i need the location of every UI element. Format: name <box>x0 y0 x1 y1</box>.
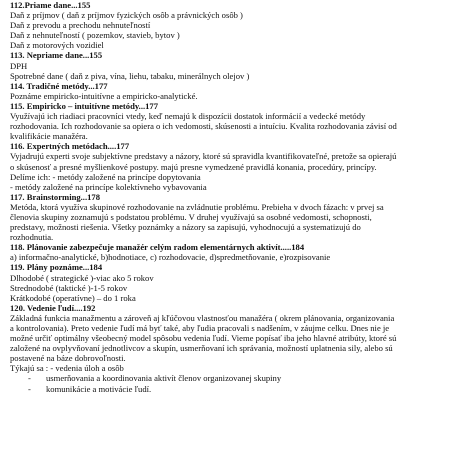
section-115-heading: 115. Empiricko – intuitívne metódy...177 <box>10 100 159 111</box>
section-115-line: Využívajú ich riadiaci pracovníci vtedy, keď nemajú k dispozícii dostatok informácií a vedecké metódy <box>10 111 366 122</box>
section-113-line: Spotrebné dane ( daň z piva, vína, liehu, tabaku, minerálnych olejov ) <box>10 70 250 81</box>
section-116-heading: 116. Expertných metódach....177 <box>10 141 130 152</box>
section-119-line: Dlhodobé ( strategické )-viac ako 5 rokov <box>10 272 154 283</box>
section-114-heading: 114. Tradičné metódy...177 <box>10 80 108 91</box>
section-113-line: DPH <box>10 60 28 71</box>
section-117-line: predstavy, možnosti riešenia. Všetky poznámky a názory sa zapisujú, vyhodnocujú a systematizujú do <box>10 222 361 233</box>
section-112-line: Daň z nehnuteľností ( pozemkov, stavieb, bytov ) <box>10 30 180 41</box>
section-118-heading: 118. Plánovanie zabezpečuje manažér celým radom elementárnych aktivít.....184 <box>10 242 305 253</box>
section-120-line: postavené na báze dobrovoľnosti. <box>10 353 126 364</box>
list-item-text: usmerňovania a koordinovania aktivít členov organizovanej skupiny <box>46 373 282 384</box>
section-119-line: Strednodobé (taktické )-1-5 rokov <box>10 282 128 293</box>
section-113-heading: 113. Nepriame dane...155 <box>10 50 103 61</box>
section-120-line: Týkajú sa : - vedenia úloh a osôb <box>10 363 124 374</box>
section-120-line: možné určiť optimálny všeobecný model spôsobu vedenia ľudí. Vieme popísať iba jeho hlavné atribúty, ktoré sú <box>10 333 397 344</box>
section-118-line: a) informačno-analytické, b)hodnotiace, c) rozhodovacie, d)spredmetňovanie, e)rozpisovanie <box>10 252 331 263</box>
list-item-text: komunikácie a motivácie ľudí. <box>46 383 152 394</box>
list-item <box>10 373 452 383</box>
bullet-dash: - <box>28 383 31 394</box>
section-112-heading: 112.Priame dane...155 <box>10 0 91 10</box>
section-116-line: o skúsenosť a presné myšlienkové postupy. majú presne vymedzené pravidlá konania, procedúry, princípy. <box>10 161 377 172</box>
section-116-line: - metódy založené na princípe kolektívneho vybavovania <box>10 181 207 192</box>
section-117-line: rozhodnutia. <box>10 232 54 243</box>
section-117-line: členovia skupiny zoznamujú s podstatou problému. V druhej využívajú sa osobné vedomosti, schopnosti, <box>10 211 372 222</box>
section-119-heading: 119. Plány poznáme...184 <box>10 262 103 273</box>
section-120-heading: 120. Vedenie ľudí....192 <box>10 302 96 313</box>
section-120-line: a kontrolovania). Preto vedenie ľudí má byť také, aby ľudia pracovali s nadšením, v záujme celku. Dnes nie je <box>10 323 390 333</box>
section-116-line: Vyjadrujú experti svoje subjektívne predstavy a názory, ktoré sú spravidla kvantifikovateľné, pretože sa opierajú <box>10 151 397 162</box>
section-114-line: Poznáme empiricko-intuitívne a empiricko-analytické. <box>10 90 198 101</box>
bullet-dash: - <box>28 373 31 384</box>
section-115-line: kvalifikácie manažéra. <box>10 131 88 142</box>
section-116-line: Delíme ich: - metódy založené na princípe dopytovania <box>10 171 201 182</box>
section-112-line: Daň z príjmov ( daň z príjmov fyzických osôb a právnických osôb ) <box>10 10 243 21</box>
section-115-line: rozhodovania. Ich rozhodovanie sa opiera o ich vedomosti, skúsenosti a intuíciu. Kvalita rozhodovania závisí od <box>10 121 397 132</box>
section-112-line: Daň z prevodu a prechodu nehnuteľností <box>10 20 151 31</box>
section-119-line: Krátkodobé (operatívne) – do 1 roka <box>10 292 136 303</box>
list-item <box>10 384 452 394</box>
section-112-line: Daň z motorových vozidiel <box>10 40 104 51</box>
section-120-line: založené na ovplyvňovaní jednotlivcov a skupín, usmerňovaní ich správania, možností uplatnenia sily, alebo sú <box>10 343 393 354</box>
section-117-line: Metóda, ktorá využíva skupinové rozhodovanie na zvládnutie problému. Prebieha v dvoch fázach: v prvej sa <box>10 201 384 212</box>
section-117-heading: 117. Brainstorming...178 <box>10 191 100 202</box>
section-120-line: Základná funkcia manažmentu a zároveň aj kľúčovou vlastnosťou manažéra ( okrem plánovania, organizovania <box>10 312 395 323</box>
